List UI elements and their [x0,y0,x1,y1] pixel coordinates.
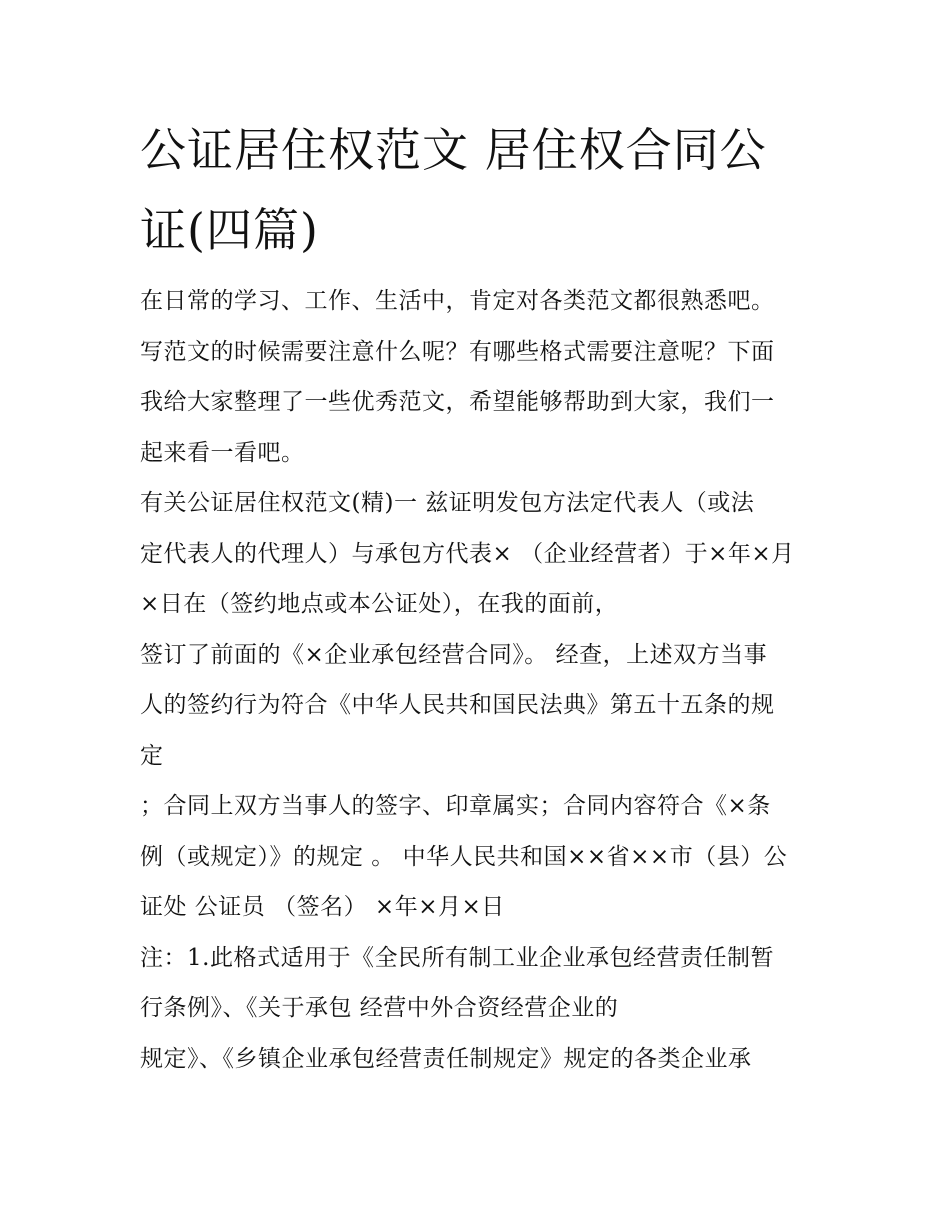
text-line: 定 [140,742,164,769]
intro-paragraph [140,276,820,478]
text-line: 在日常的学习、工作、生活中，肯定对各类范文都很熟悉吧。 [140,288,775,314]
text-line: ×日在（签约地点或本公证处），在我的面前， [140,591,619,617]
note-continuation-paragraph [140,1034,820,1085]
document-title [140,110,820,270]
text-line: 注：1.此格式适用于《全民所有制工业企业承包经营责任制暂 [140,944,774,971]
title-line: 公证居住权范文 居住权合同公 [140,123,767,177]
text-line: 人的签约行为符合《中华人民共和国民法典》第五十五条的规 [140,692,775,718]
text-line: 定代表人的代理人）与承包方代表× （企业经营者）于×年×月 [140,540,795,567]
text-line: 行条例》、《关于承包 经营中外合资经营企业的 [140,995,619,1021]
note-paragraph [140,933,820,1034]
notarial-certificate-paragraph [140,478,820,630]
document-page [140,110,820,1084]
text-line: 我给大家整理了一些优秀范文，希望能够帮助到大家，我们一 [140,389,775,415]
text-line: 规定》、《乡镇企业承包经营责任制规定》规定的各类企业承 [140,1045,752,1072]
text-line: 起来看一看吧。 [140,439,305,466]
contract-signing-paragraph [140,630,820,782]
text-line: 证处 公证员 （签名） ×年×月×日 [140,894,505,920]
verification-paragraph [140,781,820,933]
text-line: 例（或规定）》的规定 。 中华人民共和国××省××市（县）公 [140,843,788,870]
text-line: ；合同上双方当事人的签字、印章属实；合同内容符合《×条 [140,793,771,819]
title-line: 证(四篇) [140,203,319,257]
text-line: 写范文的时候需要注意什么呢？有哪些格式需要注意呢？下面 [140,338,775,365]
text-line: 有关公证居住权范文(精)一 兹证明发包方法定代表人（或法 [140,490,755,516]
text-line: 签订了前面的《×企业承包经营合同》。 经查，上述双方当事 [140,641,768,668]
